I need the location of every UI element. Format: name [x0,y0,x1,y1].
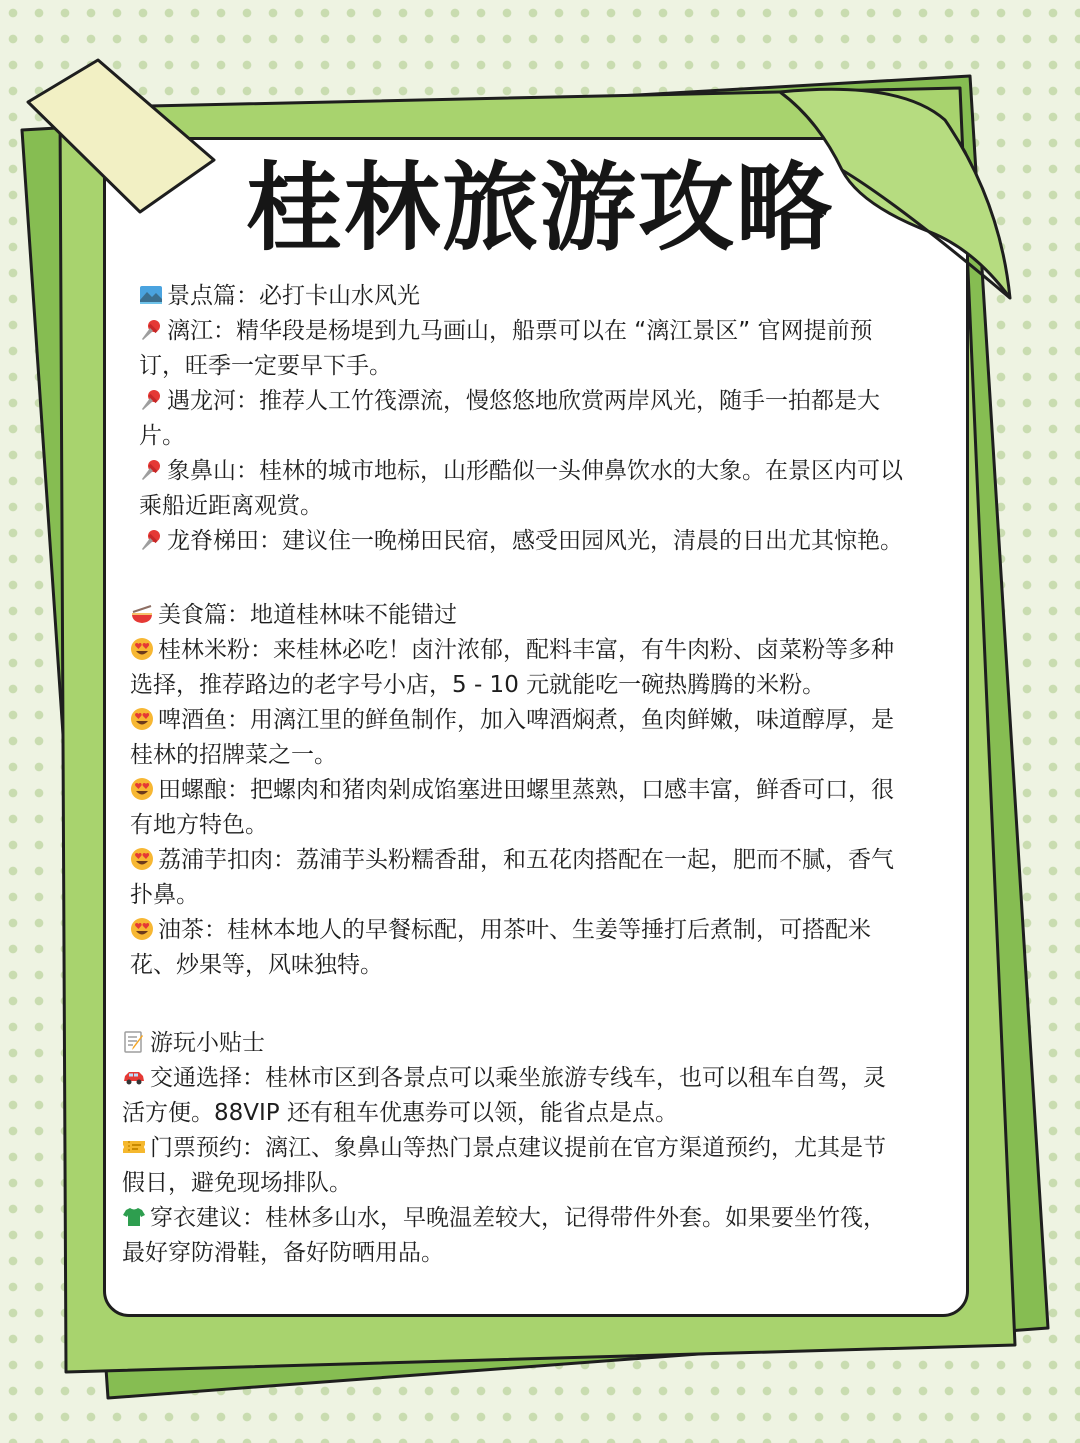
section-food [130,598,894,983]
heart-eyes-emoji-icon [130,637,154,661]
list-item: 啤酒鱼：用漓江里的鲜鱼制作，加入啤酒焖煮，鱼肉鲜嫩，味道醇厚，是 [130,703,894,738]
ticket-icon [122,1135,146,1159]
list-item: 门票预约：漓江、象鼻山等热门景点建议提前在官方渠道预约，尤其是节 [122,1131,886,1166]
pushpin-icon [139,388,163,412]
page-title: 桂林旅游攻略 [246,152,834,264]
memo-icon [122,1030,146,1054]
list-item: 遇龙河：推荐人工竹筏漂流，慢悠悠地欣赏两岸风光，随手一拍都是大 [139,384,903,419]
list-item: 田螺酿：把螺肉和猪肉剁成馅塞进田螺里蒸熟，口感丰富，鲜香可口，很 [130,773,894,808]
list-item-cont: 乘船近距离观赏。 [139,493,323,519]
list-item-cont: 选择，推荐路边的老字号小店，5 - 10 元就能吃一碗热腾腾的米粉。 [130,672,826,698]
list-item: 油茶：桂林本地人的早餐标配，用茶叶、生姜等捶打后煮制，可搭配米 [130,913,894,948]
section-heading: 景点篇：必打卡山水风光 [139,279,903,314]
heart-eyes-emoji-icon [130,777,154,801]
list-item-cont: 花、炒果等，风味独特。 [130,952,383,978]
section-heading: 美食篇：地道桂林味不能错过 [130,598,894,633]
list-item: 交通选择：桂林市区到各景点可以乘坐旅游专线车，也可以租车自驾，灵 [122,1061,886,1096]
section-heading: 游玩小贴士 [122,1026,886,1061]
pushpin-icon [139,458,163,482]
list-item-cont: 片。 [139,423,185,449]
list-item-cont: 活方便。88VIP 还有租车优惠券可以领，能省点是点。 [122,1100,678,1126]
list-item-cont: 扑鼻。 [130,882,199,908]
heart-eyes-emoji-icon [130,917,154,941]
list-item-cont: 有地方特色。 [130,812,268,838]
list-item: 龙脊梯田：建议住一晚梯田民宿，感受田园风光，清晨的日出尤其惊艳。 [139,524,903,559]
tshirt-icon [122,1205,146,1229]
noodle-bowl-icon [130,602,154,626]
list-item: 漓江：精华段是杨堤到九马画山，船票可以在 “漓江景区” 官网提前预 [139,314,903,349]
list-item: 穿衣建议：桂林多山水，早晚温差较大，记得带件外套。如果要坐竹筏， [122,1201,886,1236]
list-item-cont: 桂林的招牌菜之一。 [130,742,337,768]
section-tips [122,1026,886,1271]
landscape-icon [139,283,163,307]
section-scenic [139,279,903,559]
car-icon [122,1065,146,1089]
list-item: 荔浦芋扣肉：荔浦芋头粉糯香甜，和五花肉搭配在一起，肥而不腻，香气 [130,843,894,878]
list-item-cont: 假日，避免现场排队。 [122,1170,352,1196]
list-item: 象鼻山：桂林的城市地标，山形酷似一头伸鼻饮水的大象。在景区内可以 [139,454,903,489]
list-item-cont: 最好穿防滑鞋，备好防晒用品。 [122,1240,444,1266]
pushpin-icon [139,318,163,342]
list-item-cont: 订，旺季一定要早下手。 [139,353,392,379]
list-item: 桂林米粉：来桂林必吃！卤汁浓郁，配料丰富，有牛肉粉、卤菜粉等多种 [130,633,894,668]
heart-eyes-emoji-icon [130,847,154,871]
pushpin-icon [139,528,163,552]
heart-eyes-emoji-icon [130,707,154,731]
